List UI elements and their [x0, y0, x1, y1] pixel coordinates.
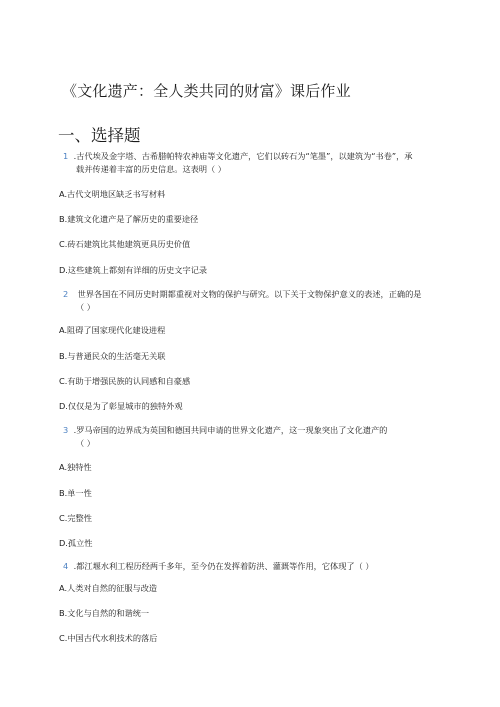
option-1d: D.这些建筑上都刻有详细的历史文字记录	[59, 265, 208, 275]
question-stem-line-2: （ ）	[76, 302, 95, 312]
option-2b: B.与普通民众的生活毫无关联	[59, 351, 166, 361]
question-number: 4	[63, 561, 69, 571]
question-stem-line-1: .罗马帝国的边界成为英国和德国共同申请的世界文化遗产，这一现象突出了文化遗产的	[73, 425, 388, 435]
question-2	[63, 288, 443, 314]
question-number: 3	[63, 425, 69, 435]
option-1b: B.建筑文化遗产是了解历史的重要途径	[59, 214, 199, 224]
question-stem-line-2: 载并传递着丰富的历史信息。这表明（ ）	[76, 164, 226, 174]
option-2d: D.仅仅是为了彰显城市的独特外观	[59, 401, 183, 411]
question-stem-line-1: .古代埃及金字塔、古希腊帕特农神庙等文化遗产，它们以砖石为“笔墨”，以建筑为“书卷”，承	[73, 151, 413, 161]
question-4	[63, 560, 443, 573]
section-heading: 一、选择题	[58, 126, 141, 145]
option-3b: B.单一性	[59, 488, 92, 498]
question-number: 2	[63, 289, 69, 299]
option-3a: A.独特性	[59, 462, 92, 472]
question-stem-line-1: 世界各国在不同历史时期都重视对文物的保护与研究。以下关于文物保护意义的表述，正确的是	[77, 289, 422, 299]
option-4b: B.文化与自然的和谐统一	[59, 608, 150, 618]
question-1	[63, 150, 443, 176]
option-4a: A.人类对自然的征服与改造	[59, 583, 158, 593]
question-stem-line-1: .都江堰水利工程历经两千多年，至今仍在发挥着防洪、灌溉等作用，它体现了（ ）	[73, 561, 374, 571]
document-title: 《文化遗产：全人类共同的财富》课后作业	[62, 82, 351, 100]
option-4c: C.中国古代水利技术的落后	[59, 633, 158, 643]
option-3d: D.孤立性	[59, 538, 93, 548]
question-3	[63, 424, 443, 450]
option-2a: A.阻碍了国家现代化建设进程	[59, 325, 166, 335]
question-number: 1	[63, 151, 69, 161]
option-3c: C.完整性	[59, 513, 92, 523]
option-1c: C.砖石建筑比其他建筑更具历史价值	[59, 239, 191, 249]
option-2c: C.有助于增强民族的认同感和自豪感	[59, 376, 191, 386]
option-1a: A.古代文明地区缺乏书写材料	[59, 189, 166, 199]
question-stem-line-2: （ ）	[76, 438, 95, 448]
